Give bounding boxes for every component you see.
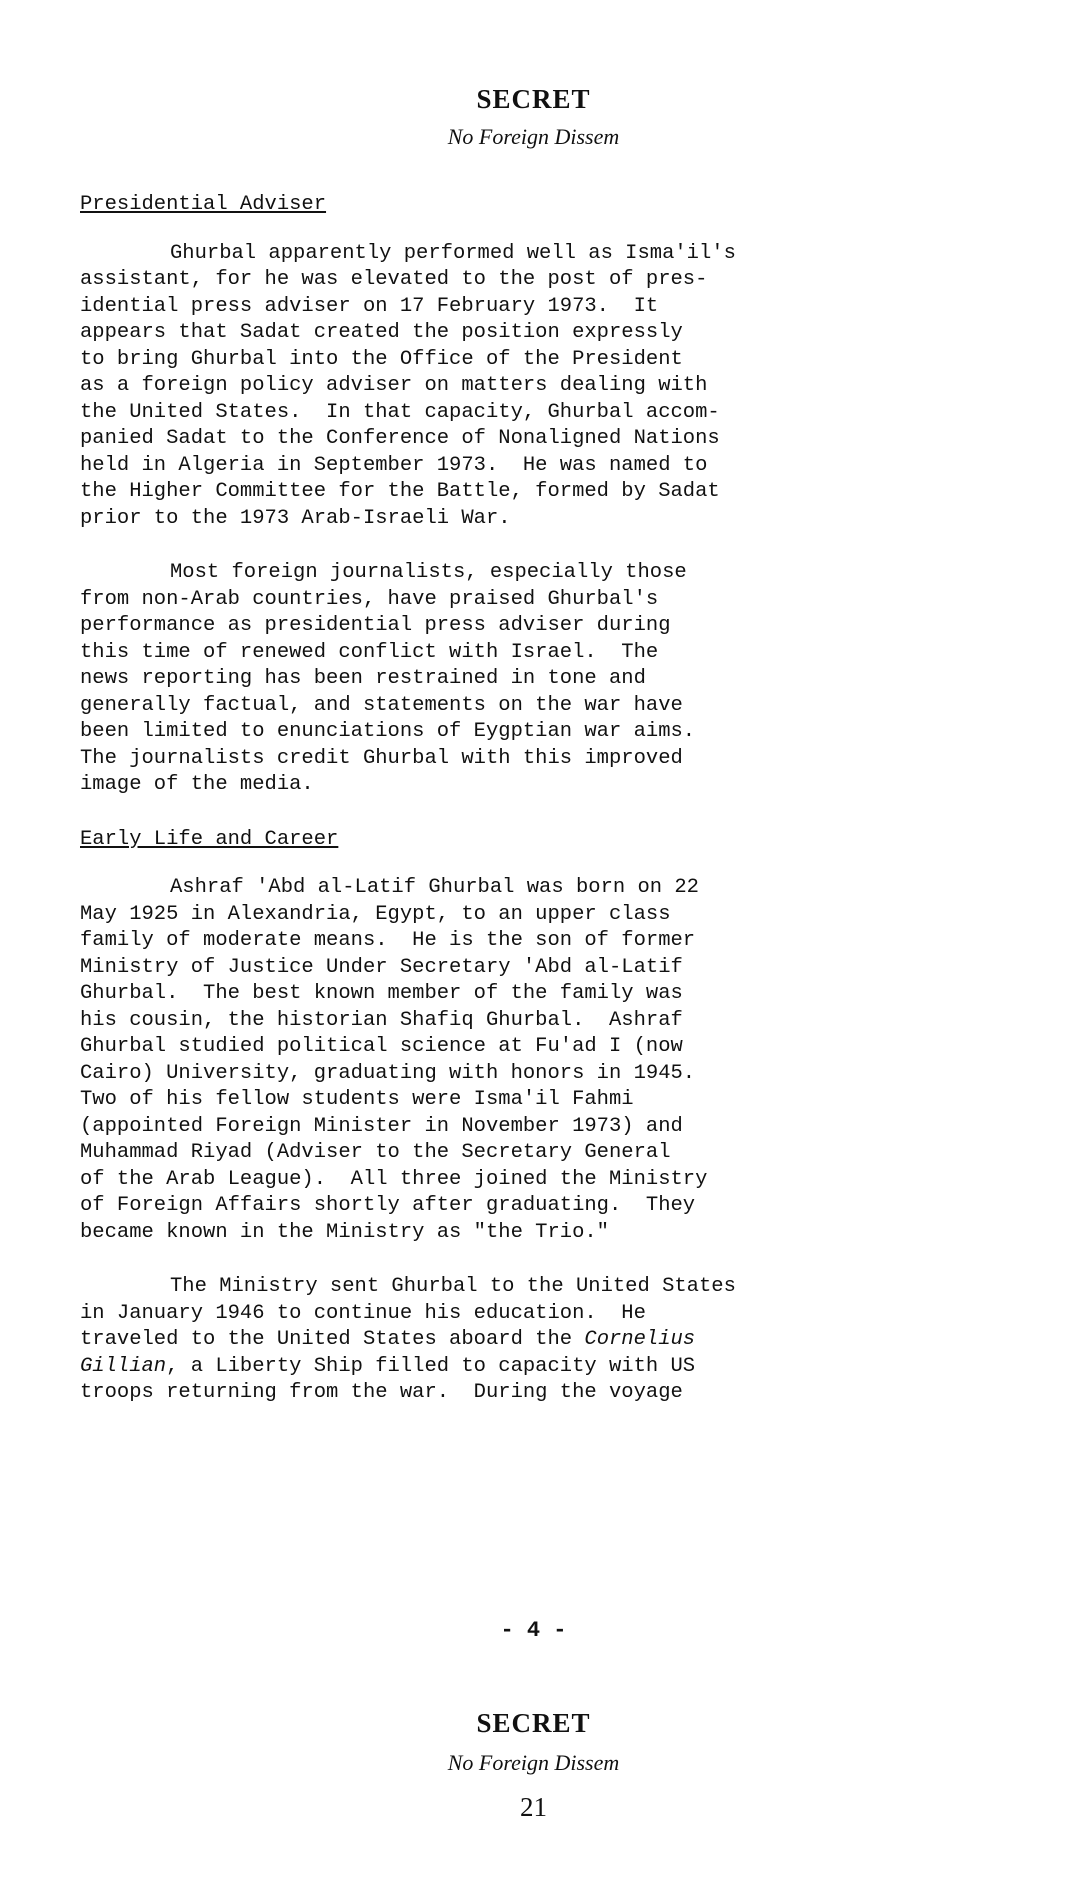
paragraph-early-life-1 [80, 875, 980, 1246]
text-line: his cousin, the historian Shafiq Ghurbal. Ashraf [80, 1008, 683, 1032]
folio-number: 21 [520, 1792, 547, 1822]
text-line: Cairo) University, graduating with honors in 1945. [80, 1061, 696, 1085]
paragraph-presidential-adviser-1 [80, 241, 980, 533]
page-number: - 4 - [500, 1618, 567, 1643]
text-line: troops returning from the war. During the voyage [80, 1381, 683, 1404]
text-line: news reporting has been restrained in tone and [80, 667, 646, 690]
text-line: The journalists credit Ghurbal with this improved [80, 746, 683, 770]
text-line: prior to the 1973 Arab-Israeli War. [80, 506, 511, 530]
text-line: Most foreign journalists, especially those [170, 561, 687, 584]
text-line: assistant, for he was elevated to the post of pres- [80, 268, 708, 291]
ship-name-italic: Cornelius [584, 1328, 696, 1351]
text-line [80, 1327, 980, 1354]
text-line: generally factual, and statements on the war have [80, 693, 683, 717]
text-line: Ghurbal. The best known member of the family was [80, 982, 683, 1005]
text-fragment: traveled to the United States aboard the [80, 1328, 585, 1351]
text-line: (appointed Foreign Minister in November 1973) and [80, 1114, 683, 1138]
text-line: the United States. In that capacity, Ghurbal accom- [80, 400, 720, 424]
text-line: in January 1946 to continue his education. He [80, 1301, 646, 1325]
text-line: family of moderate means. He is the son of former [80, 929, 696, 952]
footer-dissem-marking: No Foreign Dissem [447, 1750, 620, 1775]
text-line: Ministry of Justice Under Secretary 'Abd al-Latif [80, 955, 683, 979]
text-line: idential press adviser on 17 February 1973. It [80, 294, 659, 318]
paragraph-presidential-adviser-2 [80, 560, 980, 799]
text-line: from non-Arab countries, have praised Ghurbal's [80, 587, 659, 611]
text-line: became known in the Ministry as "the Trio." [80, 1220, 609, 1244]
text-line: Ghurbal apparently performed well as Isma'il's [170, 241, 736, 265]
document-body [80, 192, 980, 1435]
text-line: Two of his fellow students were Isma'il Fahmi [80, 1088, 634, 1111]
text-line [80, 1354, 980, 1381]
text-line: The Ministry sent Ghurbal to the United States [170, 1275, 736, 1298]
text-fragment: , a Liberty Ship filled to capacity with US [166, 1354, 696, 1378]
text-line: panied Sadat to the Conference of Nonaligned Nations [80, 427, 720, 450]
text-line: Ashraf 'Abd al-Latif Ghurbal was born on 22 [170, 876, 699, 899]
text-line: Muhammad Riyad (Adviser to the Secretary General [80, 1141, 671, 1164]
text-line: held in Algeria in September 1973. He was named to [80, 453, 708, 477]
text-line: of the Arab League). All three joined the Ministry [80, 1167, 708, 1191]
text-line: to bring Ghurbal into the Office of the President [80, 347, 683, 371]
paragraph-early-life-2 [80, 1274, 980, 1407]
footer-classification: SECRET [476, 1708, 591, 1738]
text-line: Ghurbal studied political science at Fu'ad I (now [80, 1035, 683, 1058]
text-line: the Higher Committee for the Battle, formed by Sadat [80, 480, 720, 503]
header-classification: SECRET [476, 84, 591, 114]
header-dissem-marking: No Foreign Dissem [447, 124, 620, 149]
ship-name-italic: Gillian [80, 1354, 167, 1378]
section-heading-early-life: Early Life and Career [80, 827, 339, 851]
text-line: as a foreign policy adviser on matters dealing with [80, 374, 708, 397]
text-line: been limited to enunciations of Eygptian war aims. [80, 720, 696, 743]
text-line: appears that Sadat created the position expressly [80, 321, 683, 344]
text-line: this time of renewed conflict with Israel. The [80, 640, 659, 664]
text-line: of Foreign Affairs shortly after graduating. They [80, 1194, 696, 1217]
section-heading-presidential-adviser: Presidential Adviser [80, 193, 327, 216]
text-line: image of the media. [80, 773, 314, 796]
text-line: May 1925 in Alexandria, Egypt, to an upper class [80, 902, 671, 926]
text-line: performance as presidential press adviser during [80, 614, 671, 637]
